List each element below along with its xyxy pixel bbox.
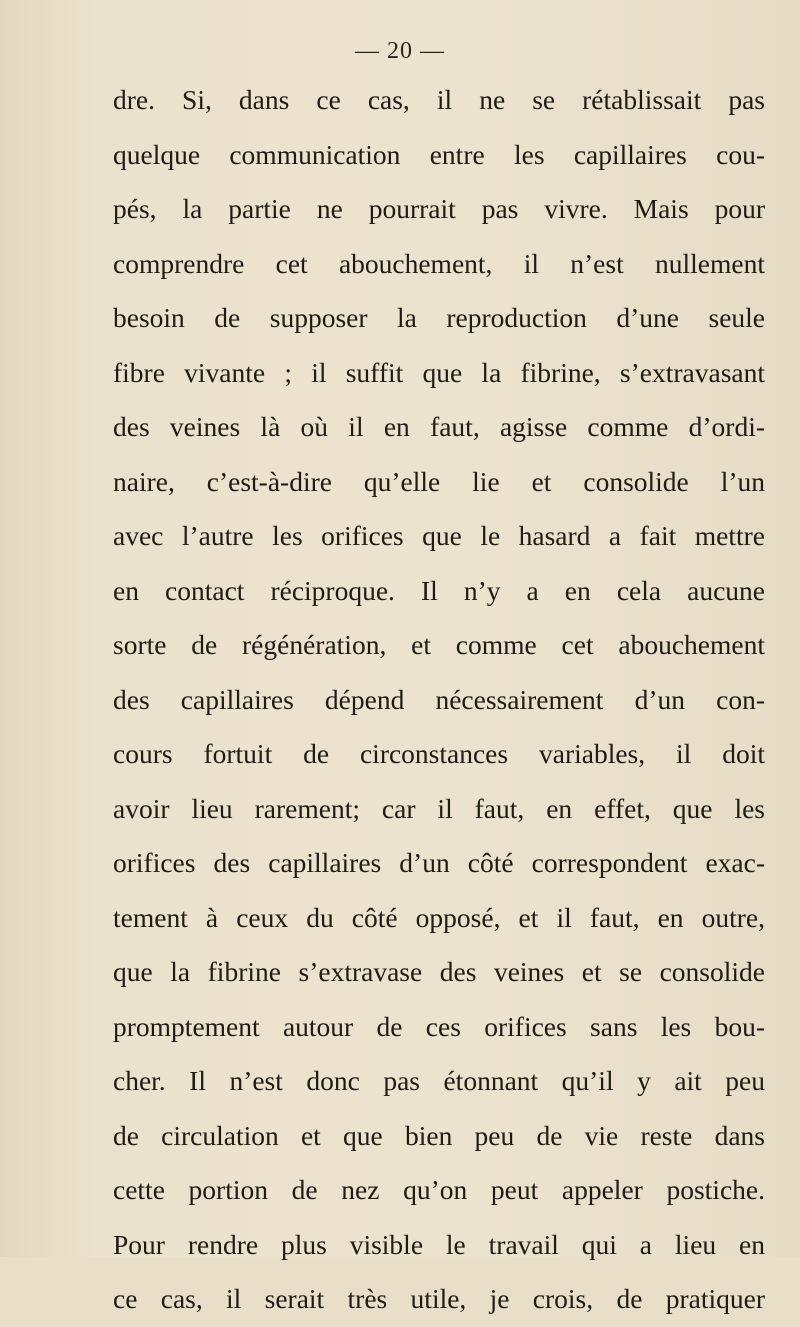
text-line: en contact réciproque. Il n’y a en cela aucune (113, 574, 765, 606)
text-line: comprendre cet abouchement, il n’est nullement (113, 247, 765, 279)
text-line: besoin de supposer la reproduction d’une seule (113, 302, 765, 333)
page-number: — 20 — (355, 38, 445, 64)
text-line: tement à ceux du côté opposé, et il faut, en outre, (113, 901, 765, 933)
text-line: Pour rendre plus visible le travail qui a lieu en (113, 1228, 765, 1260)
text-line: promptement autour de ces orifices sans les bou- (113, 1010, 765, 1042)
text-line: ce cas, il serait très utile, je crois, de pratiquer (113, 1283, 765, 1314)
text-line: dre. Si, dans ce cas, il ne se rétablissait pas (113, 84, 765, 115)
text-line: cher. Il n’est donc pas étonnant qu’il y ait peu (113, 1065, 765, 1096)
text-line: des capillaires dépend nécessairement d’un con- (113, 683, 765, 715)
text-line: que la fibrine s’extravase des veines et se consolide (113, 956, 765, 987)
text-line: fibre vivante ; il suffit que la fibrine, s’extravasant (113, 356, 765, 388)
text-line: pés, la partie ne pourrait pas vivre. Mais pour (113, 193, 765, 224)
text-line: des veines là où il en faut, agisse comme d’ordi- (113, 411, 765, 442)
text-line: sorte de régénération, et comme cet abouchement (113, 629, 765, 660)
text-line: avec l’autre les orifices que le hasard a fait mettre (113, 520, 765, 551)
text-line: de circulation et que bien peu de vie reste dans (113, 1119, 765, 1151)
text-line: orifices des capillaires d’un côté correspondent exac- (113, 847, 765, 878)
text-line: quelque communication entre les capillaires cou- (113, 138, 765, 170)
text-line: avoir lieu rarement; car il faut, en effet, que les (113, 792, 765, 824)
body-text (113, 73, 765, 1327)
text-line: naire, c’est-à-dire qu’elle lie et consolide l’un (113, 465, 765, 497)
text-line: cours fortuit de circonstances variables, il doit (113, 738, 765, 769)
text-line: cette portion de nez qu’on peut appeler postiche. (113, 1174, 765, 1205)
